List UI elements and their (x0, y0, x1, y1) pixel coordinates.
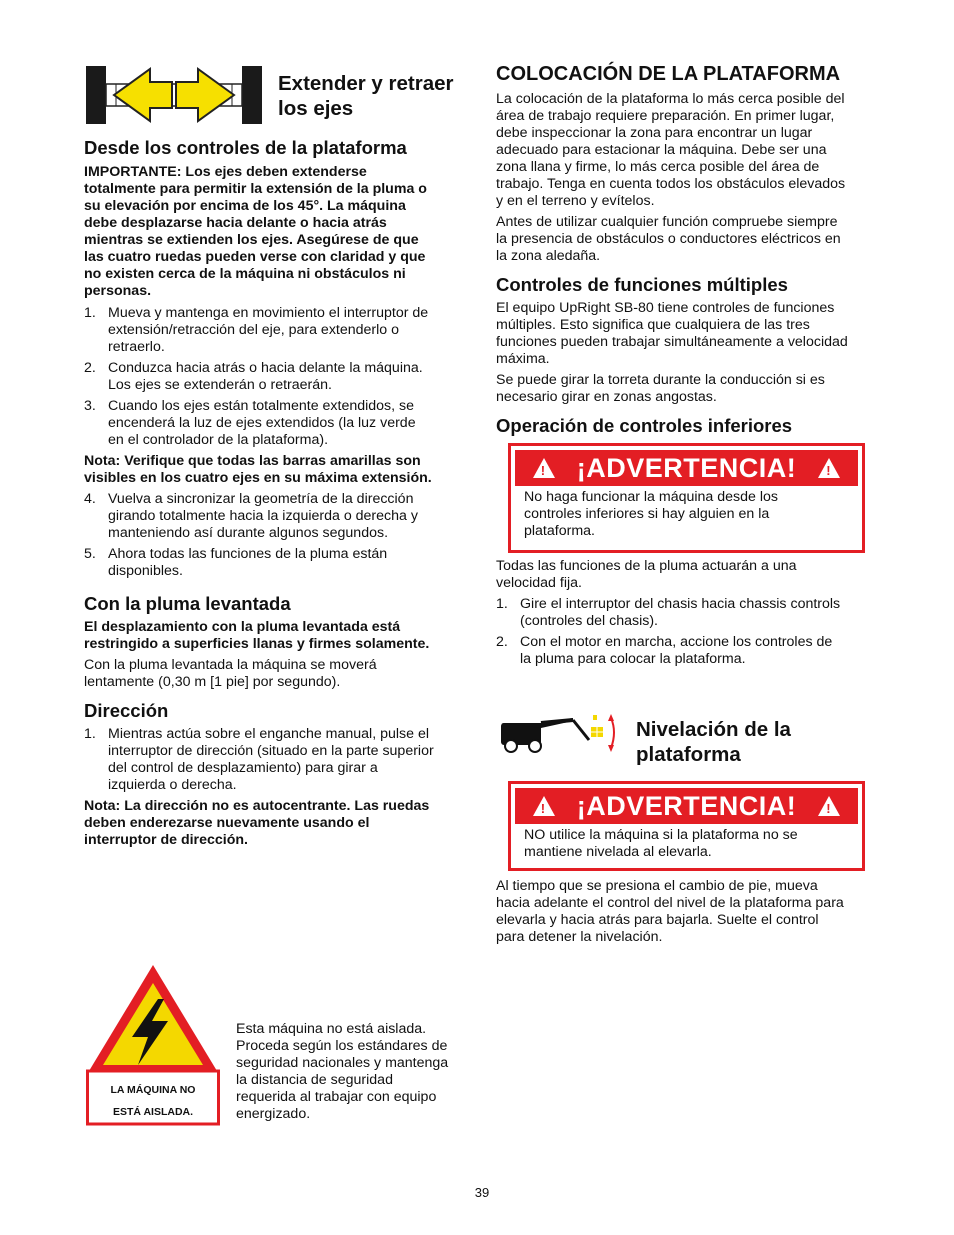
text-line: Cuando los ejes están totalmente extendidos, se (108, 398, 415, 414)
text-line: la distancia de seguridad (236, 1072, 393, 1088)
warning-icon: ! (533, 796, 555, 816)
list-item (496, 634, 886, 668)
multi-controls-section (496, 274, 886, 406)
text-line: Mientras actúa sobre el enganche manual, pulse el (108, 726, 429, 742)
warning-label: ¡ADVERTENCIA! (576, 790, 797, 821)
title-line: Nivelación de la (636, 718, 791, 741)
text-line: múltiples. Esto significa que cualquiera de las tres (496, 317, 810, 333)
title-line: plataforma (636, 743, 741, 766)
electric-hazard-text (236, 1021, 476, 1123)
text-line: IMPORTANTE: Los ejes deben extenderse (84, 164, 367, 180)
text-line: Se puede girar la torreta durante la conducción si es (496, 372, 825, 388)
text-line: Nota: La dirección no es autocentrante. Las ruedas (84, 798, 430, 814)
text-line: funciones pueden trabajar simultáneamente a velocidad (496, 334, 848, 350)
placement-section (496, 62, 886, 265)
lower-controls-section (496, 415, 886, 437)
text-line: adecuado para estacionar la máquina. Debe ser una (496, 142, 827, 158)
warning-icon: ! (818, 796, 840, 816)
steering-section (84, 700, 468, 849)
text-line: mientras se extienden los ejes. Asegúrese de que (84, 232, 419, 248)
text-line: El desplazamiento con la pluma levantada está (84, 619, 401, 635)
text-line: disponibles. (108, 563, 183, 579)
section-heading: Desde los controles de la plataforma (84, 137, 407, 158)
title-line: Extender y retraer (278, 72, 454, 95)
boom-raised-section (84, 593, 468, 691)
text-line: Ahora todas las funciones de la pluma están (108, 546, 388, 562)
sign-text: ESTÁ AISLADA. (112, 1106, 194, 1118)
text-line: energizado. (236, 1106, 311, 1122)
text-line: seguridad nacionales y mantenga (236, 1055, 449, 1071)
text-line: No haga funcionar la máquina desde los (524, 489, 778, 505)
text-line: extensión/retracción del eje, para extenderlo o (108, 322, 400, 338)
text-line: Los ejes se extenderán o retraerán. (108, 377, 332, 393)
text-line: deben enderezarse nuevamente usando el (84, 815, 370, 831)
section-title: COLOCACIÓN DE LA PLATAFORMA (496, 63, 841, 85)
list-item (84, 491, 468, 542)
text-line: máxima. (496, 351, 550, 367)
text-line: en el controlador de la plataforma). (108, 432, 329, 448)
text-line: zona llana y firme, lo más cerca posible del área de (496, 159, 820, 175)
text-line: restringido a superficies llanas y firmes solamente. (84, 636, 430, 652)
text-line: velocidad fija. (496, 575, 582, 591)
text-line: visibles en los cuatro ejes en su máxima extensión. (84, 470, 432, 486)
title-line: los ejes (278, 97, 354, 120)
text-line: Todas las funciones de la pluma actuarán a una (496, 558, 797, 574)
list-number: 5. (84, 546, 96, 562)
text-line: Gire el interruptor del chasis hacia chassis controls (520, 596, 841, 612)
list-number: 1. (84, 726, 96, 742)
page-number: 39 (474, 1185, 490, 1200)
warning-icon: ! (533, 458, 555, 478)
note (84, 453, 468, 487)
warning-box (508, 443, 865, 553)
sign-text: LA MÁQUINA NO (110, 1084, 196, 1096)
list-item (84, 305, 468, 356)
list-number: 2. (84, 360, 96, 376)
warning-box (508, 781, 865, 871)
text-line: lentamente (0,30 m [1 pie] por segundo). (84, 674, 341, 690)
text-line: debe inspeccionar la zona para encontrar un lugar (496, 125, 813, 141)
text-line: y en el terreno y evítelos. (496, 193, 655, 209)
text-line: La colocación de la plataforma lo más cerca posible del (496, 91, 845, 107)
list-number: 4. (84, 491, 96, 507)
text-line: personas. (84, 283, 152, 299)
text-line: mantiene nivelada al elevarla. (524, 844, 712, 860)
list-number: 1. (84, 305, 96, 321)
text-line: manteniendo así durante algunos segundos. (108, 525, 389, 541)
text-line: Esta máquina no está aislada. (236, 1021, 427, 1037)
list-item (84, 726, 468, 794)
list-steps (84, 491, 468, 580)
text-line: trabajo. Tenga en cuenta todos los obstáculos elevados (496, 176, 846, 192)
text-line: NO utilice la máquina si la plataforma no se (524, 827, 798, 843)
text-line: Conduzca hacia atrás o hacia delante la máquina. (108, 360, 423, 376)
text-line: para detener la nivelación. (496, 929, 663, 945)
sign-label (86, 1079, 220, 1123)
text-line: elevarla y hacia atrás para bajarla. Suelte el control (496, 912, 819, 928)
warning-icon: ! (818, 458, 840, 478)
text-line: retraerlo. (108, 339, 165, 355)
text-line: Proceda según los estándares de (236, 1038, 448, 1054)
text-line: Con la pluma levantada la máquina se moverá (84, 657, 377, 673)
text-line: (controles del chasis). (520, 613, 658, 629)
list-item (84, 546, 468, 580)
section-heading: Operación de controles inferiores (496, 415, 793, 436)
text-line: izquierda o derecha. (108, 777, 237, 793)
axle-extend-icon (86, 66, 262, 124)
list-item (84, 360, 468, 394)
text-line: totalmente para permitir la extensión de la pluma o (84, 181, 427, 197)
text-line: interruptor de dirección. (84, 832, 248, 848)
section-title-axles (278, 71, 478, 121)
text-line: del control de desplazamiento) para girar a (108, 760, 378, 776)
warning-label: ¡ADVERTENCIA! (576, 452, 797, 483)
text-line: controles inferiores si hay alguien en la (524, 506, 770, 522)
text-line: encenderá la luz de ejes extendidos (la luz verde (108, 415, 416, 431)
text-line: área de trabajo requiere preparación. En primer lugar, (496, 108, 835, 124)
lower-controls-body (496, 558, 886, 668)
text-line: El equipo UpRight SB-80 tiene controles de funciones (496, 300, 835, 316)
text-line: Al tiempo que se presiona el cambio de pie, mueva (496, 878, 818, 894)
text-line: Vuelva a sincronizar la geometría de la dirección (108, 491, 414, 507)
text-line: la pluma para colocar la plataforma. (520, 651, 746, 667)
section-heading: Controles de funciones múltiples (496, 274, 788, 295)
important-note (84, 164, 468, 300)
text-line: debe desplazarse hacia delante o hacia atrás (84, 215, 387, 231)
section-heading: Dirección (84, 700, 169, 721)
list-number: 3. (84, 398, 96, 414)
text-line: girando totalmente hacia la izquierda o derecha y (108, 508, 418, 524)
text-line: Con el motor en marcha, accione los controles de (520, 634, 833, 650)
text-line: plataforma. (524, 523, 595, 539)
warning-banner (515, 788, 858, 824)
section-heading: Con la pluma levantada (84, 593, 291, 614)
text-line: Mueva y mantenga en movimiento el interruptor de (108, 305, 429, 321)
section-title-leveling (636, 717, 856, 767)
text-line: Antes de utilizar cualquier función compruebe siempre (496, 214, 838, 230)
list-item (496, 596, 886, 630)
text-line: no existen cerca de la máquina ni obstáculos ni (84, 266, 406, 282)
list-number: 2. (496, 634, 508, 650)
text-line: las cuatro ruedas pueden verse con claridad y que (84, 249, 426, 265)
leveling-body (496, 878, 886, 946)
text-line: la zona aledaña. (496, 248, 601, 264)
text-line: necesario girar en zonas angostas. (496, 389, 717, 405)
list-number: 1. (496, 596, 508, 612)
text-line: interruptor de dirección (situado en la parte superior (108, 743, 434, 759)
platform-leveling-icon (497, 712, 619, 764)
text-line: Nota: Verifique que todas las barras amarillas son (84, 453, 421, 469)
warning-banner (515, 450, 858, 486)
text-line: requerida al trabajar con equipo (236, 1089, 437, 1105)
text-line: la presencia de obstáculos o conductores eléctricos en (496, 231, 841, 247)
electric-hazard-sign (86, 963, 220, 1126)
platform-controls-section (84, 137, 468, 580)
list-item (84, 398, 468, 449)
text-line: su elevación por encima de los 45°. La máquina (84, 198, 406, 214)
text-line: hacia adelante el control del nivel de la plataforma para (496, 895, 844, 911)
list-steps (84, 305, 468, 449)
